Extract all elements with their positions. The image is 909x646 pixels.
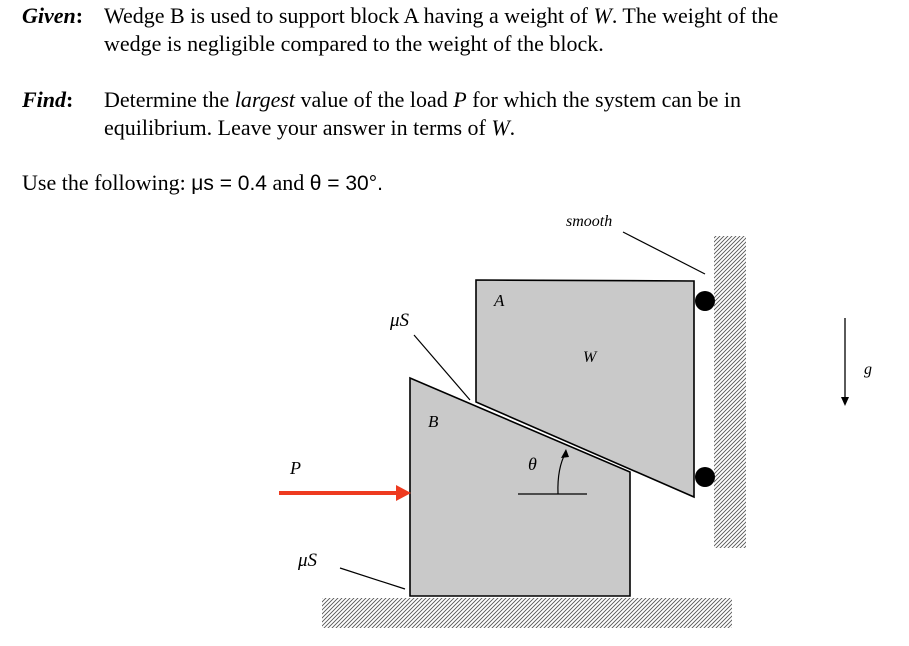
roller-bottom xyxy=(695,467,715,487)
given-line-1-post: . The weight of the xyxy=(611,3,779,28)
find-line-1-pre: Determine the xyxy=(104,87,235,112)
find-line-1-post: for which the system can be in xyxy=(466,87,742,112)
use-mu-s: μs = 0.4 xyxy=(191,172,267,195)
find-line-2-post: . xyxy=(509,115,516,140)
given-label-text: Given xyxy=(22,3,76,28)
find-largest: largest xyxy=(234,87,296,112)
wall-hatch xyxy=(714,236,746,548)
use-and: and xyxy=(267,170,310,195)
find-label: Find: xyxy=(22,87,74,112)
find-load-symbol: P xyxy=(453,87,467,112)
find-weight-symbol: W xyxy=(491,115,510,140)
find-line-2-pre: equilibrium. Leave your answer in terms of xyxy=(104,115,492,140)
use-theta: θ = 30°. xyxy=(309,172,383,195)
weight-label: W xyxy=(583,349,597,366)
roller-top xyxy=(695,291,715,311)
smooth-label: smooth xyxy=(566,213,613,230)
mu-top-label: μS xyxy=(390,310,410,331)
given-line-2-text: wedge is negligible compared to the weight of the block. xyxy=(104,31,604,56)
find-label-text: Find xyxy=(22,87,67,112)
mu-bottom-leader xyxy=(340,568,405,589)
gravity-arrowhead xyxy=(841,397,849,406)
gravity-label: g xyxy=(864,361,872,378)
load-p-label: P xyxy=(290,458,301,478)
smooth-leader xyxy=(623,232,705,274)
given-line-1-pre: Wedge B is used to support block A having a weight of xyxy=(104,3,594,28)
find-line-1-mid: value of the load xyxy=(295,87,454,112)
load-p-arrowhead xyxy=(396,485,411,501)
ground-hatch xyxy=(322,598,732,628)
use-text: Use the following: xyxy=(22,170,192,195)
wedge-b-label: B xyxy=(428,412,439,431)
mu-bottom-label: μS xyxy=(298,550,318,571)
block-a-label: A xyxy=(494,291,505,310)
given-weight-symbol: W xyxy=(593,3,612,28)
given-label: Given: xyxy=(22,3,84,28)
theta-label: θ xyxy=(528,454,537,474)
